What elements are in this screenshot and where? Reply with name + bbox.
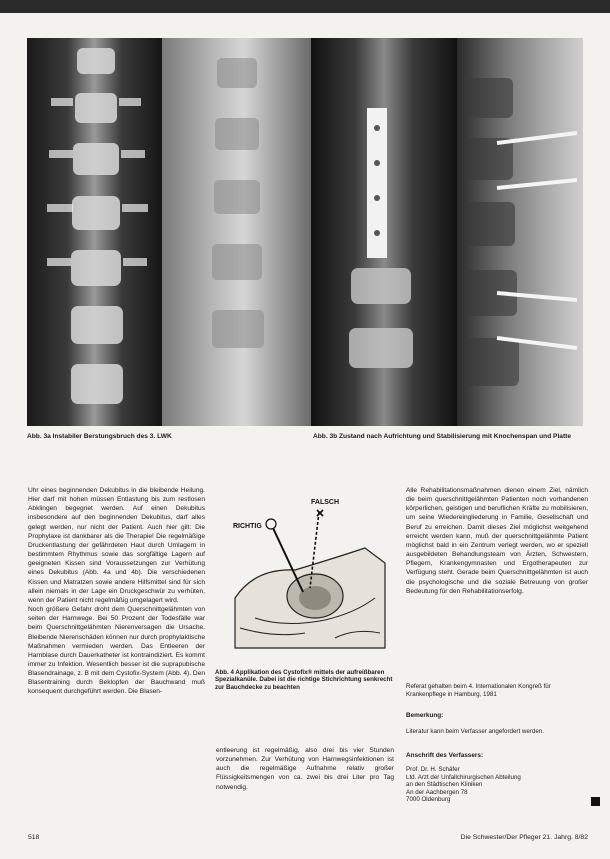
text-column-3: Alle Rehabilitationsmaßnahmen dienen einem Ziel, nämlich die beim querschnittgelähmten Patienten noch vorhandenen körperlichen, geistigen und beruflichen Kräfte zu mobilisieren, um seine Wiedereingliederung in Familie, Gesellschaft und Beruf zu erreichen. Damit dieses Ziel möglichst weitgehend erreicht werden kann, muß der querschnittgelähmte Patient möglichst bald in ein Zentrum verlegt werden, wo er speziell ausgebildeten Behandlungsteam von Ärzten, Schwestern, Pflegern, Krankengymnasten und Ergotherapeuten zur Verfügung steht. Gerade beim Querschnittgelähmten ist auch die psychologische und die soziale Betreuung von großer Bedeutung für den Rehabilitationserfolg. — [406, 487, 588, 595]
xray-image-3b-right — [457, 38, 583, 426]
address-line: an den Städtischen Kliniken — [406, 781, 483, 789]
text-column-1 — [28, 486, 205, 826]
figure-3b-caption: Abb. 3b Zustand nach Aufrichtung und Stabilisierung mit Knochenspan und Platte — [313, 433, 572, 440]
top-border-bar — [0, 0, 610, 13]
end-of-article-square — [591, 797, 600, 806]
text-column-2: entleerung ist regelmäßig, also drei bis vier Stunden vorzunehmen. Zur Verhütung von Harnwegsinfektionen ist auch die regelmäßige Aufnahme relativ großer Flüssigkeitsmengen von ca. zwei bis drei Liter pro Tag notwendig. — [216, 747, 394, 791]
body-paragraph: Noch größere Gefahr droht dem Querschnittgelähmten von seiten der Harnwege. Bei 50 Prozent der Todesfälle war beim Querschnittgelähmten Nierenversagen die Ursache. Bleibende Nierenschäden können nur durch prophylaktische Maßnahmen vermieden werden. Das Entleeren der Harnblase durch Dauerkatheter ist kontraindiziert. Es kommt immer zu Infektion. Wesentlich besser ist die suprapubische Blasendrainage, z. B mit dem Cystofix-System (Abb. 4). Den Blasentraining durch Beklopfen der Bauchwand muß konsequent durchgeführt werden. Die Blasen- — [28, 606, 205, 696]
remark-heading: Bemerkung: — [406, 712, 444, 719]
xray-image-3a-left — [27, 38, 162, 426]
journal-footer: Die Schwester/Der Pfleger 21. Jahrg. 8/82 — [460, 834, 588, 841]
figure-3a-caption: Abb. 3a Instabiler Berstungsbruch des 3. LWK — [27, 433, 172, 440]
address-line: Prof. Dr. H. Schäfer — [406, 766, 460, 773]
remark-text: Literatur kann beim Verfasser angefordert werden. — [406, 728, 544, 735]
page-number: 518 — [28, 834, 40, 841]
label-falsch: FALSCH — [311, 499, 339, 506]
address-line: 7000 Oldenburg — [406, 796, 451, 804]
label-richtig: RICHTIG — [233, 523, 262, 530]
cystofix-diagram — [215, 488, 395, 663]
xray-image-3b-left — [311, 38, 457, 426]
xray-image-3a-right — [162, 38, 311, 426]
address-line: Ltd. Arzt der Unfallchirurgischen Abteilung — [406, 773, 521, 781]
address-line: An der Aachbergen 78 — [406, 788, 468, 796]
figure-4-caption: Abb. 4 Applikation des Cystofix® mittels der aufreißbaren Spezialkanüle. Dabei ist die richtige Stichrichtung senkrecht zur Bauchdecke zu beachten — [215, 669, 393, 691]
author-address-heading: Anschrift des Verfassers: — [406, 752, 484, 759]
body-paragraph: Uhr eines beginnenden Dekubitus in die bleibende Heilung. Hier darf mit hohen müssen Entlastung bis zum restlosen Abklingen begegnet werden. Auf einen Dekubitus insbesondere auf den beginnenden Dekubitus, darf alles gelegt werden, nur nicht der Patient. Auch hier gilt: Die Prophylaxe ist dankbarer als die Therapie! Die regelmäßige Druckentlastung der gefährdeten Haut durch Umlagern in bestimmtem Rhythmus sowie das sorgfältige Lagern auf geeigneten Kissen sind Voraussetzungen zur Verhütung eines Dekubitus (Abb. 4a und 4b). Die verschiedenen Kissen und Matratzen sowie andere Hilfsmittel sind für sich allein niemals in der Lage ein Druckgeschwür zu verhüten, wenn der Patient nicht regelmäßig umgelagert wird. — [28, 487, 205, 604]
reference-note: Referat gehalten beim 4. Internationalen Kongreß für Krankenpflege in Hamburg, 1981 — [406, 683, 551, 698]
author-address — [406, 766, 588, 804]
